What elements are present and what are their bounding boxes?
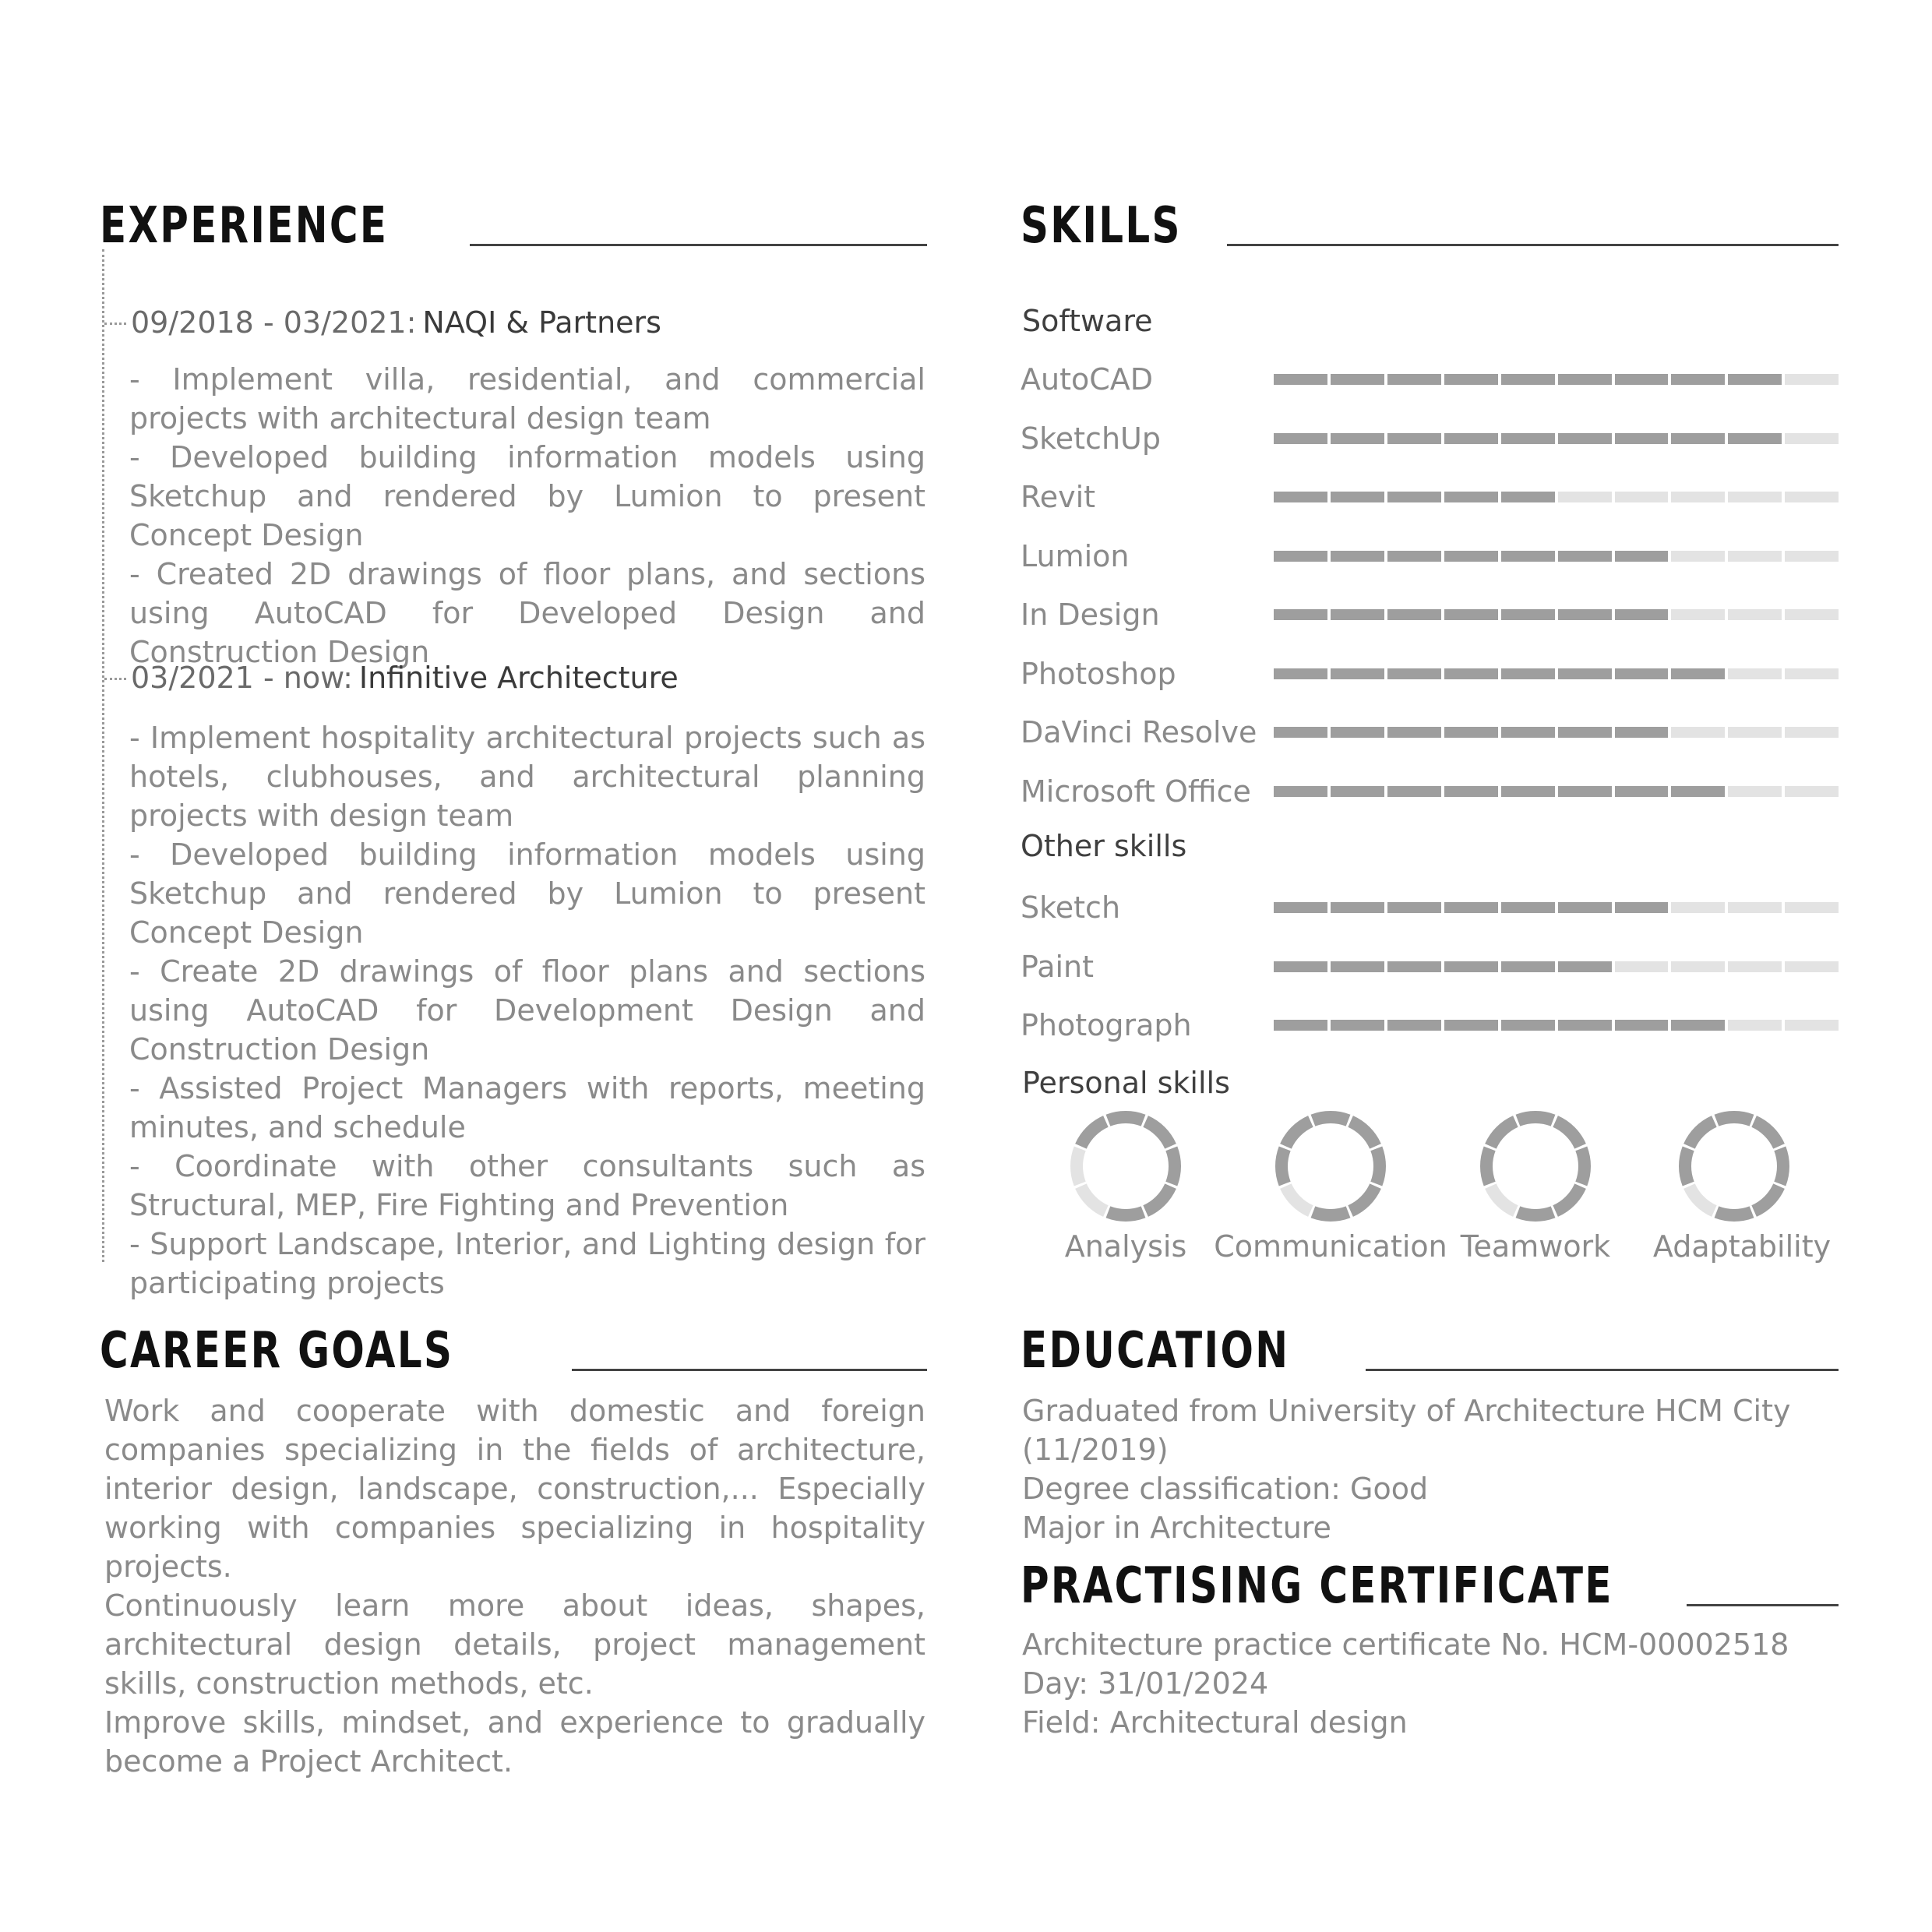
skill-segment-filled bbox=[1671, 374, 1725, 385]
ring-segment-empty bbox=[1490, 1186, 1515, 1211]
skill-segment-filled bbox=[1274, 668, 1327, 679]
career-goals-heading-text: CAREER GOALS bbox=[100, 1322, 454, 1380]
skill-segment-filled bbox=[1387, 786, 1441, 797]
job-1-line: - Developed building information models using Sketchup and rendered by Lumion to present Concept Design bbox=[129, 440, 925, 552]
skill-ring bbox=[1067, 1108, 1184, 1225]
experience-heading-text: EXPERIENCE bbox=[100, 197, 389, 255]
skill-segment-filled bbox=[1558, 786, 1612, 797]
skill-segment-filled bbox=[1387, 961, 1441, 972]
ring-segment-filled bbox=[1351, 1186, 1376, 1211]
skill-row-other-0 bbox=[1021, 888, 1839, 927]
skill-segment-filled bbox=[1387, 551, 1441, 562]
skill-level-bar bbox=[1274, 786, 1839, 797]
skill-row-software-2 bbox=[1021, 478, 1839, 516]
ring-segment-filled bbox=[1518, 1212, 1553, 1215]
skill-ring bbox=[1272, 1108, 1389, 1225]
skill-segment-filled bbox=[1728, 433, 1782, 444]
skill-name: Sketch bbox=[1021, 890, 1121, 925]
skill-segment-filled bbox=[1387, 374, 1441, 385]
skill-segment-filled bbox=[1615, 902, 1669, 913]
skill-segment-filled bbox=[1331, 551, 1384, 562]
certificate-text bbox=[1022, 1625, 1840, 1742]
skill-segment-empty bbox=[1671, 492, 1725, 502]
skill-segment-filled bbox=[1331, 786, 1384, 797]
skill-segment-empty bbox=[1785, 374, 1839, 385]
skill-segment-filled bbox=[1558, 551, 1612, 562]
skill-segment-empty bbox=[1785, 786, 1839, 797]
experience-heading bbox=[100, 197, 927, 255]
job-2-header bbox=[104, 661, 679, 695]
career-goal-paragraph: Continuously learn more about ideas, shapes, architectural design details, project management skills, construction methods, etc. bbox=[104, 1588, 925, 1701]
skill-segment-empty bbox=[1615, 961, 1669, 972]
skill-segment-empty bbox=[1728, 668, 1782, 679]
ring-segment-filled bbox=[1146, 1121, 1171, 1146]
skill-segment-filled bbox=[1331, 668, 1384, 679]
skills-heading-rule bbox=[1227, 244, 1839, 246]
skill-level-bar bbox=[1274, 1020, 1839, 1031]
skill-segment-filled bbox=[1444, 961, 1498, 972]
ring-segment-filled bbox=[1313, 1212, 1348, 1215]
skill-row-software-5 bbox=[1021, 654, 1839, 693]
software-subheading: Software bbox=[1022, 304, 1153, 338]
job-1-period: 09/2018 - 03/2021: bbox=[131, 305, 417, 340]
skill-segment-empty bbox=[1728, 727, 1782, 738]
ring-segment-filled bbox=[1581, 1148, 1585, 1183]
ring-segment-filled bbox=[1518, 1117, 1553, 1120]
skill-segment-filled bbox=[1558, 609, 1612, 620]
skill-segment-filled bbox=[1615, 609, 1669, 620]
skill-segment-filled bbox=[1274, 902, 1327, 913]
skill-segment-filled bbox=[1615, 433, 1669, 444]
ring-segment-filled bbox=[1556, 1121, 1581, 1146]
skill-segment-filled bbox=[1558, 902, 1612, 913]
skill-name: Lumion bbox=[1021, 538, 1130, 573]
ring-segment-filled bbox=[1108, 1117, 1143, 1120]
skill-segment-filled bbox=[1387, 727, 1441, 738]
skill-segment-filled bbox=[1387, 492, 1441, 502]
job-1-line: - Created 2D drawings of floor plans, and sections using AutoCAD for Developed Design and Construction Design bbox=[129, 557, 925, 669]
education-line: Degree classification: Good bbox=[1022, 1472, 1429, 1506]
skill-name: DaVinci Resolve bbox=[1021, 715, 1257, 749]
skill-segment-filled bbox=[1331, 374, 1384, 385]
skill-segment-filled bbox=[1728, 374, 1782, 385]
skill-segment-filled bbox=[1387, 668, 1441, 679]
skill-segment-filled bbox=[1558, 433, 1612, 444]
skill-segment-empty bbox=[1728, 786, 1782, 797]
job-2-line: - Implement hospitality architectural projects such as hotels, clubhouses, and architectural planning projects with design team bbox=[129, 721, 925, 833]
skill-name: Paint bbox=[1021, 949, 1095, 984]
ring-segment-filled bbox=[1716, 1212, 1751, 1215]
ring-segment-empty bbox=[1689, 1186, 1714, 1211]
skill-segment-filled bbox=[1387, 609, 1441, 620]
certificate-line: Day: 31/01/2024 bbox=[1022, 1666, 1269, 1701]
personal-skill-name: Communication bbox=[1214, 1229, 1447, 1264]
job-2-line: - Create 2D drawings of floor plans and sections using AutoCAD for Development Design and Construction Design bbox=[129, 954, 925, 1066]
skill-name: AutoCAD bbox=[1021, 362, 1154, 397]
skill-segment-filled bbox=[1671, 1020, 1725, 1031]
skill-segment-filled bbox=[1444, 492, 1498, 502]
skill-name: Microsoft Office bbox=[1021, 774, 1251, 809]
skill-segment-empty bbox=[1671, 609, 1725, 620]
skill-segment-filled bbox=[1615, 374, 1669, 385]
skill-row-software-4 bbox=[1021, 595, 1839, 634]
ring-segment-filled bbox=[1282, 1148, 1285, 1183]
timeline-connector bbox=[104, 678, 126, 680]
skill-segment-empty bbox=[1615, 492, 1669, 502]
personal-skill-2 bbox=[1477, 1108, 1594, 1228]
skill-segment-filled bbox=[1274, 1020, 1327, 1031]
personal-skill-name: Adaptability bbox=[1652, 1229, 1832, 1264]
skill-segment-filled bbox=[1331, 433, 1384, 444]
skill-segment-filled bbox=[1671, 433, 1725, 444]
skill-segment-filled bbox=[1331, 961, 1384, 972]
ring-segment-filled bbox=[1754, 1186, 1779, 1211]
ring-segment-filled bbox=[1486, 1148, 1490, 1183]
skill-segment-filled bbox=[1274, 609, 1327, 620]
skill-segment-filled bbox=[1444, 902, 1498, 913]
ring-segment-filled bbox=[1689, 1121, 1714, 1146]
ring-segment-empty bbox=[1081, 1186, 1105, 1211]
skill-level-bar bbox=[1274, 551, 1839, 562]
ring-segment-filled bbox=[1172, 1148, 1175, 1183]
skill-segment-empty bbox=[1728, 492, 1782, 502]
skill-segment-filled bbox=[1501, 492, 1555, 502]
skill-segment-filled bbox=[1501, 786, 1555, 797]
career-goal-paragraph: Work and cooperate with domestic and foreign companies specializing in the fields of architecture, interior design, landscape, construction,... Especially working with companies specializing in hospitality projects. bbox=[104, 1394, 925, 1584]
career-goals-heading-rule bbox=[572, 1369, 927, 1371]
skill-segment-filled bbox=[1274, 374, 1327, 385]
timeline-connector bbox=[104, 323, 126, 325]
skill-segment-empty bbox=[1785, 492, 1839, 502]
skill-segment-filled bbox=[1558, 1020, 1612, 1031]
education-heading bbox=[1021, 1322, 1839, 1380]
skill-segment-empty bbox=[1558, 492, 1612, 502]
certificate-heading bbox=[1021, 1557, 1839, 1615]
skill-segment-filled bbox=[1274, 433, 1327, 444]
skill-row-other-1 bbox=[1021, 947, 1839, 986]
skill-segment-empty bbox=[1785, 727, 1839, 738]
career-goal-paragraph: Improve skills, mindset, and experience to gradually become a Project Architect. bbox=[104, 1705, 925, 1779]
skill-segment-filled bbox=[1501, 727, 1555, 738]
skill-level-bar bbox=[1274, 374, 1839, 385]
skill-segment-filled bbox=[1558, 961, 1612, 972]
ring-segment-filled bbox=[1716, 1117, 1751, 1120]
ring-segment-filled bbox=[1081, 1121, 1105, 1146]
skill-segment-empty bbox=[1785, 551, 1839, 562]
job-2-line: - Support Landscape, Interior, and Lighting design for participating projects bbox=[129, 1227, 925, 1300]
skill-segment-filled bbox=[1274, 727, 1327, 738]
skill-segment-empty bbox=[1785, 961, 1839, 972]
skill-segment-filled bbox=[1501, 668, 1555, 679]
skill-segment-filled bbox=[1615, 727, 1669, 738]
job-2-line: - Developed building information models using Sketchup and rendered by Lumion to present Concept Design bbox=[129, 837, 925, 950]
skill-segment-filled bbox=[1331, 609, 1384, 620]
skill-segment-filled bbox=[1274, 551, 1327, 562]
skill-segment-filled bbox=[1444, 374, 1498, 385]
skill-segment-filled bbox=[1671, 786, 1725, 797]
skill-segment-empty bbox=[1728, 961, 1782, 972]
skill-segment-filled bbox=[1444, 786, 1498, 797]
skill-segment-filled bbox=[1615, 668, 1669, 679]
skill-segment-empty bbox=[1728, 902, 1782, 913]
career-goals-text bbox=[104, 1391, 925, 1781]
skill-segment-filled bbox=[1444, 1020, 1498, 1031]
other-skills-subheading: Other skills bbox=[1021, 829, 1187, 863]
experience-heading-rule bbox=[470, 244, 927, 246]
job-2-company: Infinitive Architecture bbox=[358, 661, 679, 695]
skill-segment-empty bbox=[1785, 609, 1839, 620]
job-1-company: NAQI & Partners bbox=[422, 305, 661, 340]
skill-segment-filled bbox=[1444, 551, 1498, 562]
education-heading-text: EDUCATION bbox=[1021, 1322, 1290, 1380]
skill-level-bar bbox=[1274, 902, 1839, 913]
job-2-description bbox=[129, 718, 925, 1303]
skill-segment-filled bbox=[1444, 668, 1498, 679]
ring-segment-filled bbox=[1754, 1121, 1779, 1146]
certificate-heading-rule bbox=[1687, 1604, 1839, 1606]
skill-segment-filled bbox=[1615, 786, 1669, 797]
skill-segment-empty bbox=[1785, 902, 1839, 913]
job-1-description bbox=[129, 360, 925, 672]
ring-segment-filled bbox=[1556, 1186, 1581, 1211]
personal-skill-3 bbox=[1676, 1108, 1793, 1228]
skill-segment-empty bbox=[1671, 902, 1725, 913]
ring-segment-filled bbox=[1685, 1148, 1688, 1183]
skill-segment-empty bbox=[1785, 433, 1839, 444]
education-line: Graduated from University of Architecture HCM City (11/2019) bbox=[1022, 1394, 1791, 1467]
ring-segment-filled bbox=[1780, 1148, 1783, 1183]
skill-segment-empty bbox=[1728, 551, 1782, 562]
ring-segment-empty bbox=[1077, 1148, 1080, 1183]
experience-timeline bbox=[102, 249, 104, 1262]
skill-segment-filled bbox=[1501, 961, 1555, 972]
skill-name: Photograph bbox=[1021, 1008, 1192, 1042]
skill-name: In Design bbox=[1021, 598, 1160, 632]
job-2-period: 03/2021 - now: bbox=[131, 661, 353, 695]
skill-segment-filled bbox=[1274, 961, 1327, 972]
skill-segment-filled bbox=[1501, 374, 1555, 385]
ring-segment-filled bbox=[1351, 1121, 1376, 1146]
skill-segment-filled bbox=[1331, 902, 1384, 913]
skill-segment-empty bbox=[1785, 668, 1839, 679]
ring-segment-filled bbox=[1377, 1148, 1380, 1183]
skill-segment-empty bbox=[1671, 727, 1725, 738]
skill-segment-filled bbox=[1331, 1020, 1384, 1031]
job-1-line: - Implement villa, residential, and commercial projects with architectural design team bbox=[129, 362, 925, 435]
skill-row-software-3 bbox=[1021, 537, 1839, 576]
education-line: Major in Architecture bbox=[1022, 1511, 1331, 1545]
personal-skill-0 bbox=[1067, 1108, 1184, 1228]
skill-segment-filled bbox=[1558, 727, 1612, 738]
skill-ring bbox=[1676, 1108, 1793, 1225]
job-1-header bbox=[104, 305, 661, 340]
ring-segment-filled bbox=[1108, 1212, 1143, 1215]
skill-segment-empty bbox=[1728, 609, 1782, 620]
certificate-line: Field: Architectural design bbox=[1022, 1705, 1408, 1740]
skill-row-software-0 bbox=[1021, 360, 1839, 399]
ring-segment-filled bbox=[1146, 1186, 1171, 1211]
skills-heading-text: SKILLS bbox=[1021, 197, 1182, 255]
personal-skill-name: Teamwork bbox=[1460, 1229, 1611, 1264]
skill-segment-filled bbox=[1387, 433, 1441, 444]
ring-segment-filled bbox=[1313, 1117, 1348, 1120]
skill-segment-filled bbox=[1331, 727, 1384, 738]
education-text bbox=[1022, 1391, 1840, 1547]
skill-name: Photoshop bbox=[1021, 656, 1176, 691]
skill-name: SketchUp bbox=[1021, 421, 1161, 456]
skill-segment-filled bbox=[1444, 433, 1498, 444]
education-heading-rule bbox=[1366, 1369, 1839, 1371]
skill-segment-filled bbox=[1444, 727, 1498, 738]
skill-level-bar bbox=[1274, 609, 1839, 620]
skill-segment-filled bbox=[1615, 1020, 1669, 1031]
skill-level-bar bbox=[1274, 727, 1839, 738]
skill-segment-filled bbox=[1671, 668, 1725, 679]
career-goals-heading bbox=[100, 1322, 927, 1380]
skill-segment-empty bbox=[1785, 1020, 1839, 1031]
skill-segment-filled bbox=[1444, 609, 1498, 620]
skill-segment-filled bbox=[1501, 902, 1555, 913]
skill-segment-filled bbox=[1501, 1020, 1555, 1031]
certificate-heading-text: PRACTISING CERTIFICATE bbox=[1021, 1557, 1613, 1615]
skill-segment-filled bbox=[1558, 668, 1612, 679]
skill-level-bar bbox=[1274, 433, 1839, 444]
personal-skill-1 bbox=[1272, 1108, 1389, 1228]
skill-segment-filled bbox=[1387, 902, 1441, 913]
personal-skills-subheading: Personal skills bbox=[1022, 1066, 1230, 1100]
certificate-line: Architecture practice certificate No. HCM-00002518 bbox=[1022, 1627, 1789, 1662]
ring-segment-empty bbox=[1285, 1186, 1310, 1211]
job-2-line: - Coordinate with other consultants such as Structural, MEP, Fire Fighting and Prevention bbox=[129, 1149, 925, 1222]
skill-segment-empty bbox=[1671, 961, 1725, 972]
skills-heading bbox=[1021, 197, 1839, 255]
skill-segment-filled bbox=[1387, 1020, 1441, 1031]
skill-segment-filled bbox=[1501, 433, 1555, 444]
job-2-line: - Assisted Project Managers with reports, meeting minutes, and schedule bbox=[129, 1071, 925, 1144]
skill-segment-empty bbox=[1728, 1020, 1782, 1031]
skill-level-bar bbox=[1274, 492, 1839, 502]
personal-skill-name: Analysis bbox=[1064, 1229, 1187, 1264]
skill-segment-filled bbox=[1274, 492, 1327, 502]
skill-row-software-6 bbox=[1021, 713, 1839, 752]
ring-segment-filled bbox=[1490, 1121, 1515, 1146]
skill-segment-filled bbox=[1615, 551, 1669, 562]
skill-row-software-7 bbox=[1021, 772, 1839, 811]
skill-level-bar bbox=[1274, 961, 1839, 972]
skill-segment-filled bbox=[1501, 551, 1555, 562]
skill-segment-empty bbox=[1671, 551, 1725, 562]
skill-row-software-1 bbox=[1021, 419, 1839, 458]
skill-row-other-2 bbox=[1021, 1006, 1839, 1045]
skill-segment-filled bbox=[1501, 609, 1555, 620]
skill-segment-filled bbox=[1558, 374, 1612, 385]
skill-segment-filled bbox=[1274, 786, 1327, 797]
skill-segment-filled bbox=[1331, 492, 1384, 502]
skill-ring bbox=[1477, 1108, 1594, 1225]
skill-name: Revit bbox=[1021, 480, 1096, 514]
skill-level-bar bbox=[1274, 668, 1839, 679]
ring-segment-filled bbox=[1285, 1121, 1310, 1146]
